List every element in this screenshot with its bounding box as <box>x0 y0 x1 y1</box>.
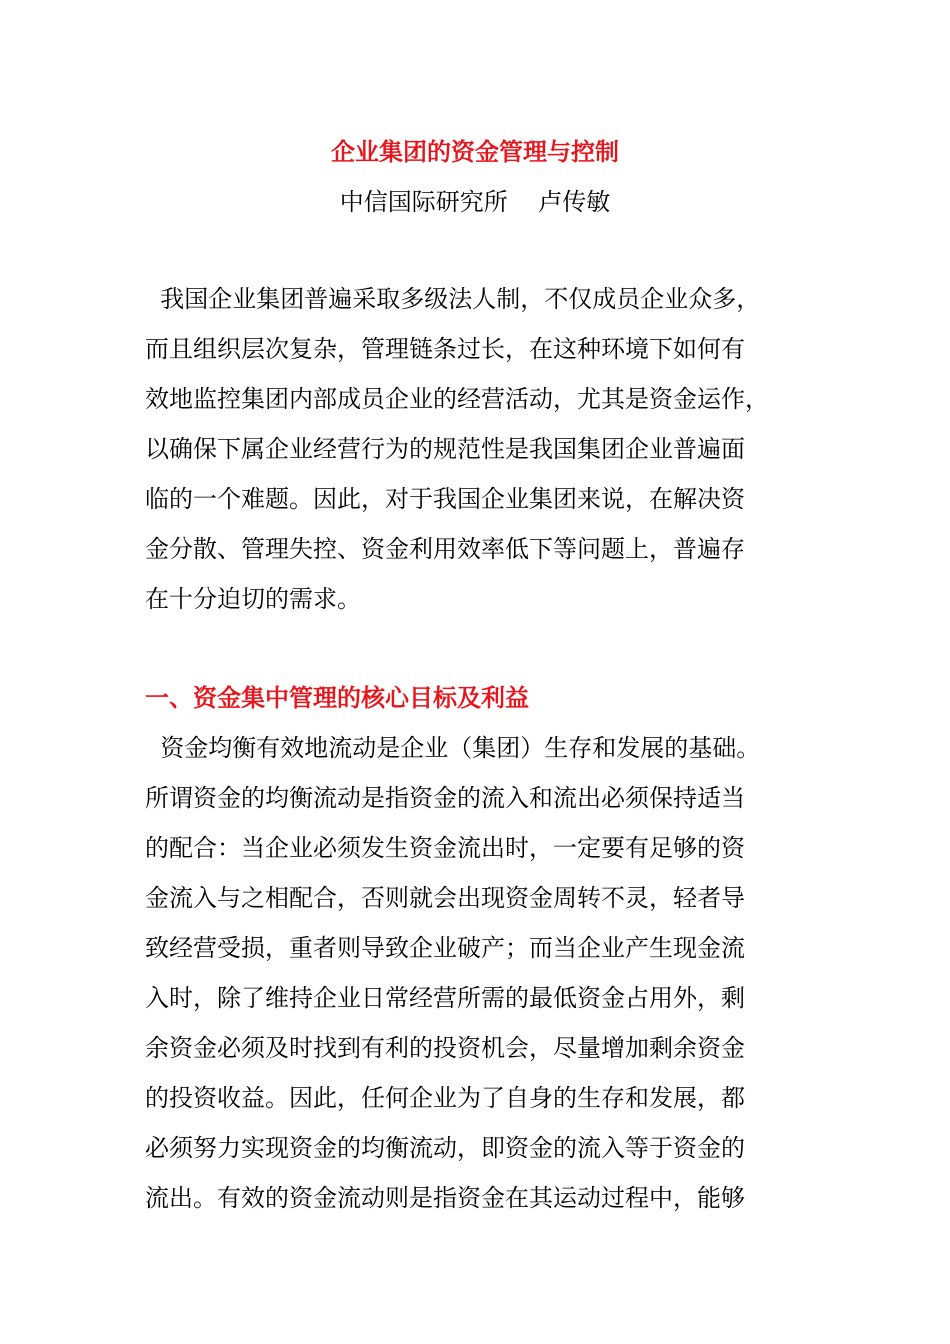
paragraph-line: 效地监控集团内部成员企业的经营活动，尤其是资金运作， <box>145 385 769 413</box>
paragraph-line: 我国企业集团普遍采取多级法人制，不仅成员企业众多， <box>145 285 761 313</box>
paragraph-line: 流出。有效的资金流动则是指资金在其运动过程中，能够 <box>145 1184 745 1212</box>
paragraph-line: 所谓资金的均衡流动是指资金的流入和流出必须保持适当 <box>145 784 745 812</box>
paragraph-line: 的配合：当企业必须发生资金流出时，一定要有足够的资 <box>145 834 745 862</box>
intro-paragraph <box>145 274 825 624</box>
paragraph-line: 以确保下属企业经营行为的规范性是我国集团企业普遍面 <box>145 435 745 463</box>
section-paragraph <box>145 723 825 1223</box>
author-byline: 中信国际研究所 卢传敏 <box>339 188 611 216</box>
document-title: 企业集团的资金管理与控制 <box>331 138 619 166</box>
paragraph-line: 余资金必须及时找到有利的投资机会，尽量增加剩余资金 <box>145 1034 745 1062</box>
paragraph-line: 在十分迫切的需求。 <box>145 585 361 613</box>
paragraph-line: 而且组织层次复杂，管理链条过长，在这种环境下如何有 <box>145 335 745 363</box>
paragraph-line: 资金均衡有效地流动是企业（集团）生存和发展的基础。 <box>145 734 761 762</box>
paragraph-line: 入时，除了维持企业日常经营所需的最低资金占用外，剩 <box>145 984 745 1012</box>
paragraph-line: 临的一个难题。因此，对于我国企业集团来说，在解决资 <box>145 485 745 513</box>
section-heading: 一、资金集中管理的核心目标及利益 <box>145 684 529 712</box>
paragraph-line: 必须努力实现资金的均衡流动，即资金的流入等于资金的 <box>145 1134 745 1162</box>
paragraph-line: 金分散、管理失控、资金利用效率低下等问题上，普遍存 <box>145 535 745 563</box>
paragraph-line: 致经营受损，重者则导致企业破产；而当企业产生现金流 <box>145 934 745 962</box>
paragraph-line: 金流入与之相配合，否则就会出现资金周转不灵，轻者导 <box>145 884 745 912</box>
paragraph-line: 的投资收益。因此，任何企业为了自身的生存和发展，都 <box>145 1084 745 1112</box>
